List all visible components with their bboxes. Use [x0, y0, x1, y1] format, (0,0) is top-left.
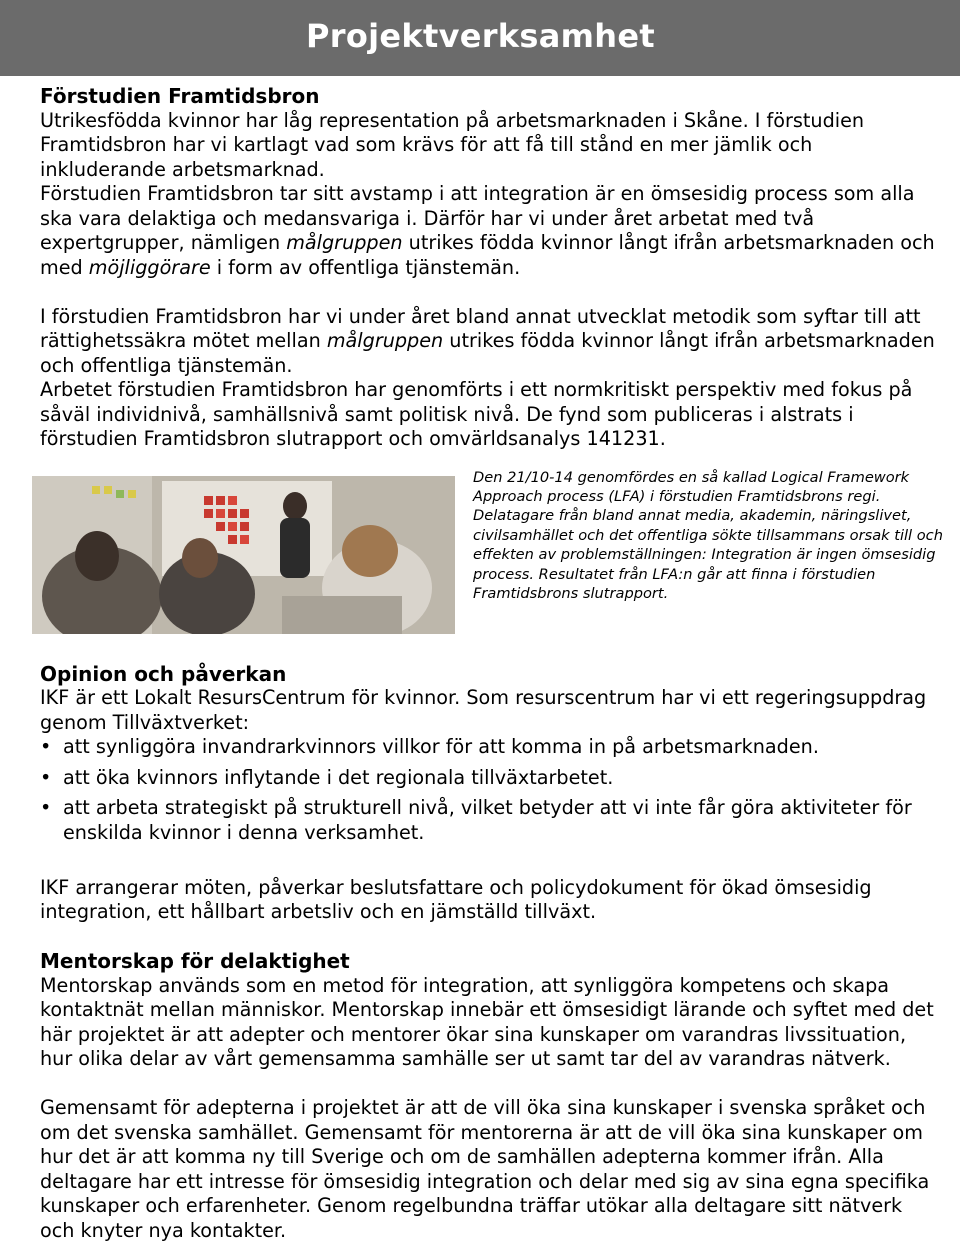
list-item: • att öka kvinnors inflytande i det regionala tillväxtarbetet.	[40, 765, 614, 789]
section-forstudien	[40, 84, 943, 644]
opinion-intro: IKF är ett Lokalt ResursCentrum för kvinnor. Som resurscentrum har vi ett regeringsuppdrag genom Tillväxtverket:	[40, 686, 927, 734]
photo-caption: Den 21/10-14 genomfördes en så kallad Logical Framework Approach process (LFA) i förstudien Framtidsbrons regi. Delatagare från bland annat media, akademin, näringslivet, civilsamhället och det offentliga sökte tillsammans orsak till och effekten av problemställningen: Integration är ingen ömsesidig process. Resultatet från LFA:n går att finna i förstudien Framtidsbrons slutrapport.	[473, 468, 943, 602]
bullet-icon: •	[40, 735, 52, 758]
workshop-photo	[32, 476, 455, 634]
forstudien-paragraph-1: Utrikesfödda kvinnor har låg representation på arbetsmarknaden i Skåne. I förstudien Framtidsbron har vi kartlagt vad som krävs för att få till stånd en mer jämlik och inkluderande arbetsmarknad.	[40, 108, 865, 181]
document-body	[40, 84, 943, 1243]
page-title: Projektverksamhet	[306, 17, 655, 55]
section-mentorskap	[40, 949, 940, 1243]
section-heading-forstudien: Förstudien Framtidsbron	[40, 84, 320, 108]
figure-lfa-workshop	[32, 468, 943, 644]
forstudien-paragraph-4: Arbetet förstudien Framtidsbron har genomförts i ett normkritiskt perspektiv med fokus på såväl individnivå, samhällsnivå samt politisk nivå. De fynd som publiceras i alstrats i förstudien Framtidsbron slutrapport och omvärldsanalys 141231.	[40, 378, 913, 450]
mentorskap-paragraph-1: Mentorskap används som en metod för integration, att synliggöra kompetens och skapa kontaktnät mellan människor. Mentorskap innebär ett ömsesidigt lärande och syftet med det här projektet är att adepter och mentorer ökar sina kunskaper om varandras livssituation, hur olika delar av vårt gemensamma samhälle ser ut samt tar del av varandras nätverk.	[40, 973, 934, 1070]
forstudien-paragraph-2: Förstudien Framtidsbron tar sitt avstamp i att integration är en ömsesidig process som alla ska vara delaktiga och medansvariga i. Därför har vi under året arbetat med två expertgrupper, nämligen målgruppen utrikes födda kvinnor långt ifrån arbetsmarknaden och med möjliggörare i form av offentliga tjänstemän.	[40, 182, 935, 279]
list-item: • att arbeta strategiskt på strukturell nivå, vilket betyder att vi inte får göra aktiviteter för enskilda kvinnor i denna verksamhet.	[40, 796, 912, 844]
section-heading-mentorskap: Mentorskap för delaktighet	[40, 949, 350, 973]
bullet-icon: •	[40, 765, 52, 789]
forstudien-paragraph-3: I förstudien Framtidsbron har vi under året bland annat utvecklat metodik som syftar till att rättighetssäkra mötet mellan målgruppen utrikes födda kvinnor långt ifrån arbetsmarknaden och offentliga tjänstemän.	[40, 304, 935, 377]
opinion-outro: IKF arrangerar möten, påverkar beslutsfattare och policydokument för ökad ömsesidig integration, ett hållbart arbetsliv och en jämställd tillväxt.	[40, 875, 872, 923]
page-header	[0, 0, 960, 76]
list-item: • att synliggöra invandrarkvinnors villkor för att komma in på arbetsmarknaden.	[40, 735, 819, 758]
mentorskap-paragraph-2: Gemensamt för adepterna i projektet är att de vill öka sina kunskaper i svenska språket och om det svenska samhället. Gemensamt för mentorerna är att de vill öka sina kunskaper om hur det är att komma ny till Sverige och om de samhällen adepterna kommer ifrån. Alla deltagare har ett intresse för ömsesidig integration och delar med sig av sina egna specifika kunskaper och erfarenheter. Genom regelbundna träffar utökar alla deltagare sitt nätverk och knyter nya kontakter.	[40, 1096, 930, 1242]
section-heading-opinion: Opinion och påverkan	[40, 661, 287, 686]
bullet-icon: •	[40, 796, 52, 819]
opinion-bullet-list	[40, 735, 940, 845]
section-opinion	[40, 662, 940, 925]
